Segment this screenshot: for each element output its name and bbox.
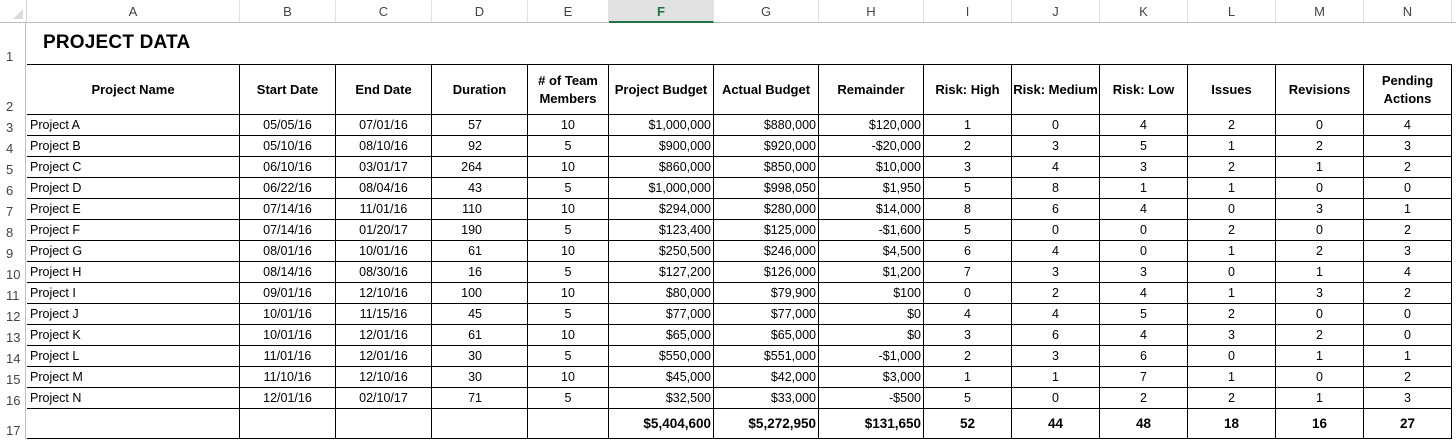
table-cell[interactable]: 3 — [1012, 346, 1100, 367]
table-cell[interactable]: 5 — [528, 220, 609, 241]
table-cell[interactable]: 12/01/16 — [336, 325, 432, 346]
table-cell[interactable]: 4 — [1012, 157, 1100, 178]
table-cell[interactable]: 5 — [528, 178, 609, 199]
column-header-j[interactable]: J — [1012, 0, 1100, 22]
table-cell[interactable]: $246,000 — [714, 241, 819, 262]
table-cell[interactable]: 264 — [432, 157, 528, 178]
row-number: 17 — [6, 423, 21, 438]
row-number: 6 — [6, 183, 14, 198]
header-cell-6[interactable]: Project Budget — [609, 65, 714, 115]
table-cell[interactable]: 0 — [1100, 241, 1188, 262]
table-cell[interactable]: 7 — [924, 262, 1012, 283]
table-cell[interactable]: 03/01/17 — [336, 157, 432, 178]
column-header-bar — [0, 0, 1456, 23]
column-header-a[interactable]: A — [27, 0, 240, 22]
table-cell[interactable]: 10 — [528, 115, 609, 136]
total-cell-7[interactable]: $5,272,950 — [714, 409, 819, 439]
column-header-c[interactable]: C — [336, 0, 432, 22]
total-cell-1[interactable] — [27, 409, 240, 439]
table-cell[interactable]: $77,000 — [609, 304, 714, 325]
table-cell[interactable]: 1 — [1364, 199, 1452, 220]
table-cell[interactable]: 2 — [1364, 283, 1452, 304]
table-cell[interactable]: 3 — [1100, 157, 1188, 178]
table-cell[interactable]: 0 — [1276, 367, 1364, 388]
row-number: 11 — [6, 288, 20, 303]
row-header-12[interactable] — [0, 304, 26, 325]
table-cell[interactable]: Project L — [27, 346, 240, 367]
table-cell[interactable]: $880,000 — [714, 115, 819, 136]
table-cell[interactable]: 12/01/16 — [336, 346, 432, 367]
table-cell[interactable]: 2 — [1188, 157, 1276, 178]
table-cell[interactable]: 10 — [528, 157, 609, 178]
row-header-16[interactable] — [0, 388, 26, 409]
header-cell-12[interactable]: Issues — [1188, 65, 1276, 115]
table-cell[interactable]: $14,000 — [819, 199, 924, 220]
table-cell[interactable]: 71 — [432, 388, 528, 409]
table-cell[interactable]: 0 — [1012, 115, 1100, 136]
table-cell[interactable]: 4 — [1364, 262, 1452, 283]
total-cell-4[interactable] — [432, 409, 528, 439]
table-cell[interactable]: Project I — [27, 283, 240, 304]
table-cell[interactable]: 3 — [1276, 199, 1364, 220]
header-cell-8[interactable]: Remainder — [819, 65, 924, 115]
header-cell-9[interactable]: Risk: High — [924, 65, 1012, 115]
table-cell[interactable]: 0 — [1276, 220, 1364, 241]
column-header-d[interactable]: D — [432, 0, 528, 22]
table-cell[interactable]: 100 — [432, 283, 528, 304]
row-header-2[interactable] — [0, 65, 26, 115]
table-cell[interactable]: 06/22/16 — [240, 178, 336, 199]
table-cell[interactable]: $1,950 — [819, 178, 924, 199]
table-cell[interactable]: $100 — [819, 283, 924, 304]
table-cell[interactable]: 10/01/16 — [336, 241, 432, 262]
table-cell[interactable]: 16 — [432, 262, 528, 283]
table-cell[interactable]: 6 — [1012, 199, 1100, 220]
table-cell[interactable]: -$20,000 — [819, 136, 924, 157]
table-cell[interactable]: $0 — [819, 325, 924, 346]
table-cell[interactable]: 4 — [1100, 199, 1188, 220]
table-cell[interactable]: 3 — [1364, 388, 1452, 409]
table-cell[interactable]: -$1,000 — [819, 346, 924, 367]
table-cell[interactable]: 30 — [432, 346, 528, 367]
table-cell[interactable]: 0 — [1188, 199, 1276, 220]
header-cell-1[interactable]: Project Name — [27, 65, 240, 115]
table-cell[interactable]: 11/01/16 — [336, 199, 432, 220]
row-number: 10 — [6, 267, 21, 282]
table-cell[interactable]: 1 — [1276, 262, 1364, 283]
table-cell[interactable]: $127,200 — [609, 262, 714, 283]
column-header-h[interactable]: H — [819, 0, 924, 22]
header-cell-13[interactable]: Revisions — [1276, 65, 1364, 115]
table-cell[interactable]: 4 — [1364, 115, 1452, 136]
table-cell[interactable]: 2 — [1012, 283, 1100, 304]
row-header-10[interactable] — [0, 262, 26, 283]
table-cell[interactable]: 01/20/17 — [336, 220, 432, 241]
table-cell[interactable]: $10,000 — [819, 157, 924, 178]
table-cell[interactable]: $33,000 — [714, 388, 819, 409]
row-number: 9 — [6, 246, 14, 261]
table-cell[interactable]: 8 — [924, 199, 1012, 220]
table-cell[interactable]: 0 — [1188, 262, 1276, 283]
row-number: 13 — [6, 330, 21, 345]
table-cell[interactable]: 4 — [1100, 283, 1188, 304]
table-cell[interactable]: 08/30/16 — [336, 262, 432, 283]
table-cell[interactable]: Project D — [27, 178, 240, 199]
table-cell[interactable]: $4,500 — [819, 241, 924, 262]
row-header-11[interactable] — [0, 283, 26, 304]
table-cell[interactable]: 2 — [1100, 388, 1188, 409]
table-cell[interactable]: 2 — [924, 346, 1012, 367]
table-cell[interactable]: $250,500 — [609, 241, 714, 262]
table-cell[interactable]: -$1,600 — [819, 220, 924, 241]
table-cell[interactable]: 1 — [1364, 346, 1452, 367]
row-number: 4 — [6, 141, 14, 156]
table-cell[interactable]: 07/14/16 — [240, 220, 336, 241]
table-cell[interactable]: 3 — [924, 157, 1012, 178]
table-cell[interactable]: 0 — [1012, 220, 1100, 241]
table-cell[interactable]: 1 — [1276, 346, 1364, 367]
table-cell[interactable]: Project A — [27, 115, 240, 136]
table-cell[interactable]: $551,000 — [714, 346, 819, 367]
table-cell[interactable]: 3 — [1012, 136, 1100, 157]
row-number: 12 — [6, 309, 21, 324]
row-number: 2 — [6, 99, 14, 114]
header-cell-3[interactable]: End Date — [336, 65, 432, 115]
table-cell[interactable]: 0 — [1100, 220, 1188, 241]
row-header-15[interactable] — [0, 367, 26, 388]
table-cell[interactable]: 0 — [1276, 115, 1364, 136]
total-cell-14[interactable]: 27 — [1364, 409, 1452, 439]
row-header-5[interactable] — [0, 157, 26, 178]
column-header-k[interactable]: K — [1100, 0, 1188, 22]
table-cell[interactable]: $294,000 — [609, 199, 714, 220]
header-cell-5[interactable]: # of Team Members — [528, 65, 609, 115]
table-cell[interactable]: 11/10/16 — [240, 367, 336, 388]
table-cell[interactable]: 92 — [432, 136, 528, 157]
table-cell[interactable]: 30 — [432, 367, 528, 388]
table-cell[interactable]: 09/01/16 — [240, 283, 336, 304]
row-header-4[interactable] — [0, 136, 26, 157]
table-cell[interactable]: 5 — [924, 220, 1012, 241]
table-cell[interactable]: $120,000 — [819, 115, 924, 136]
row-header-7[interactable] — [0, 199, 26, 220]
header-cell-2[interactable]: Start Date — [240, 65, 336, 115]
table-cell[interactable]: 02/10/17 — [336, 388, 432, 409]
table-cell[interactable]: 0 — [1276, 178, 1364, 199]
table-cell[interactable]: 10 — [528, 367, 609, 388]
table-cell[interactable]: 10 — [528, 283, 609, 304]
table-cell[interactable]: 10 — [528, 241, 609, 262]
table-cell[interactable]: 1 — [924, 367, 1012, 388]
table-cell[interactable]: $280,000 — [714, 199, 819, 220]
table-cell[interactable]: 0 — [1276, 304, 1364, 325]
header-cell-10[interactable]: Risk: Medium — [1012, 65, 1100, 115]
table-cell[interactable]: $850,000 — [714, 157, 819, 178]
total-cell-10[interactable]: 44 — [1012, 409, 1100, 439]
table-cell[interactable]: $45,000 — [609, 367, 714, 388]
table-cell[interactable]: $3,000 — [819, 367, 924, 388]
table-cell[interactable]: 110 — [432, 199, 528, 220]
table-cell[interactable]: $920,000 — [714, 136, 819, 157]
header-cell-7[interactable]: Actual Budget — [714, 65, 819, 115]
table-cell[interactable]: 10 — [528, 325, 609, 346]
table-cell[interactable]: 0 — [1188, 346, 1276, 367]
table-cell[interactable]: $0 — [819, 304, 924, 325]
table-cell[interactable]: $65,000 — [714, 325, 819, 346]
table-cell[interactable]: 190 — [432, 220, 528, 241]
table-cell[interactable]: Project K — [27, 325, 240, 346]
table-cell[interactable]: Project N — [27, 388, 240, 409]
table-cell[interactable]: 2 — [1188, 220, 1276, 241]
table-cell[interactable]: 6 — [924, 241, 1012, 262]
table-cell[interactable]: 1 — [1188, 241, 1276, 262]
table-cell[interactable]: $123,400 — [609, 220, 714, 241]
select-all-button[interactable] — [0, 0, 27, 22]
table-cell[interactable]: 3 — [924, 325, 1012, 346]
table-cell[interactable]: Project H — [27, 262, 240, 283]
table-cell[interactable]: 08/04/16 — [336, 178, 432, 199]
column-header-m[interactable]: M — [1276, 0, 1364, 22]
table-cell[interactable]: 2 — [1188, 115, 1276, 136]
table-cell[interactable]: 11/15/16 — [336, 304, 432, 325]
table-cell[interactable]: 4 — [1100, 115, 1188, 136]
row-number: 16 — [6, 393, 21, 408]
table-cell[interactable]: 61 — [432, 241, 528, 262]
table-cell[interactable]: 10 — [528, 199, 609, 220]
total-cell-12[interactable]: 18 — [1188, 409, 1276, 439]
row-header-14[interactable] — [0, 346, 26, 367]
table-cell[interactable]: 0 — [1364, 325, 1452, 346]
table-cell[interactable]: Project E — [27, 199, 240, 220]
table-cell[interactable]: 07/01/16 — [336, 115, 432, 136]
row-header-3[interactable] — [0, 115, 26, 136]
table-cell[interactable]: 2 — [1276, 325, 1364, 346]
table-cell[interactable]: 2 — [1364, 220, 1452, 241]
table-cell[interactable]: 3 — [1276, 283, 1364, 304]
table-cell[interactable]: 3 — [1012, 262, 1100, 283]
table-cell[interactable]: 1 — [1276, 388, 1364, 409]
table-cell[interactable]: 1 — [1012, 367, 1100, 388]
table-cell[interactable]: 2 — [1276, 136, 1364, 157]
table-cell[interactable]: 0 — [1364, 304, 1452, 325]
table-cell[interactable]: 4 — [1012, 304, 1100, 325]
table-cell[interactable]: $126,000 — [714, 262, 819, 283]
total-cell-3[interactable] — [336, 409, 432, 439]
table-cell[interactable]: 11/01/16 — [240, 346, 336, 367]
column-header-f[interactable]: F — [609, 0, 714, 23]
total-cell-8[interactable]: $131,650 — [819, 409, 924, 439]
table-cell[interactable]: $860,000 — [609, 157, 714, 178]
table-cell[interactable]: $998,050 — [714, 178, 819, 199]
header-cell-14[interactable]: Pending Actions — [1364, 65, 1452, 115]
total-cell-6[interactable]: $5,404,600 — [609, 409, 714, 439]
table-cell[interactable]: 08/01/16 — [240, 241, 336, 262]
table-cell[interactable]: $125,000 — [714, 220, 819, 241]
row-header-6[interactable] — [0, 178, 26, 199]
table-cell[interactable]: 10/01/16 — [240, 325, 336, 346]
table-cell[interactable]: 5 — [1100, 136, 1188, 157]
table-cell[interactable]: 5 — [528, 262, 609, 283]
sheet-title[interactable]: PROJECT DATA — [43, 32, 191, 53]
table-cell[interactable]: 08/14/16 — [240, 262, 336, 283]
table-cell[interactable]: 2 — [924, 136, 1012, 157]
table-cell[interactable]: Project C — [27, 157, 240, 178]
row-number: 7 — [6, 204, 14, 219]
table-cell[interactable]: 1 — [1188, 367, 1276, 388]
table-cell[interactable]: $77,000 — [714, 304, 819, 325]
table-cell[interactable]: $42,000 — [714, 367, 819, 388]
table-cell[interactable]: 0 — [1364, 178, 1452, 199]
row-header-1[interactable] — [0, 22, 26, 65]
table-cell[interactable]: Project G — [27, 241, 240, 262]
table-cell[interactable]: 10/01/16 — [240, 304, 336, 325]
table-cell[interactable]: $80,000 — [609, 283, 714, 304]
column-header-l[interactable]: L — [1188, 0, 1276, 22]
table-cell[interactable]: 5 — [528, 346, 609, 367]
table-cell[interactable]: 3 — [1188, 325, 1276, 346]
table-cell[interactable]: 6 — [1012, 325, 1100, 346]
table-cell[interactable]: Project M — [27, 367, 240, 388]
table-cell[interactable]: Project B — [27, 136, 240, 157]
table-cell[interactable]: 5 — [528, 304, 609, 325]
column-header-g[interactable]: G — [714, 0, 819, 22]
select-all-triangle-icon — [13, 9, 23, 19]
table-cell[interactable]: 4 — [1100, 325, 1188, 346]
header-cell-11[interactable]: Risk: Low — [1100, 65, 1188, 115]
table-cell[interactable]: 5 — [528, 388, 609, 409]
table-cell[interactable]: $900,000 — [609, 136, 714, 157]
table-cell[interactable]: 07/14/16 — [240, 199, 336, 220]
total-cell-11[interactable]: 48 — [1100, 409, 1188, 439]
table-cell[interactable]: Project F — [27, 220, 240, 241]
table-cell[interactable]: 12/01/16 — [240, 388, 336, 409]
table-cell[interactable]: $32,500 — [609, 388, 714, 409]
row-number: 8 — [6, 225, 14, 240]
table-cell[interactable]: 45 — [432, 304, 528, 325]
table-cell[interactable]: 43 — [432, 178, 528, 199]
table-cell[interactable]: $1,200 — [819, 262, 924, 283]
table-cell[interactable]: 61 — [432, 325, 528, 346]
table-cell[interactable]: 1 — [924, 115, 1012, 136]
table-cell[interactable]: 1 — [1100, 178, 1188, 199]
total-cell-5[interactable] — [528, 409, 609, 439]
table-cell[interactable]: $79,900 — [714, 283, 819, 304]
column-header-i[interactable]: I — [924, 0, 1012, 22]
table-cell[interactable]: 2 — [1188, 388, 1276, 409]
row-number: 14 — [6, 351, 21, 366]
table-cell[interactable]: 5 — [924, 388, 1012, 409]
table-cell[interactable]: 5 — [528, 136, 609, 157]
table-cell[interactable]: 4 — [924, 304, 1012, 325]
table-cell[interactable]: 3 — [1100, 262, 1188, 283]
table-cell[interactable]: Project J — [27, 304, 240, 325]
row-header-13[interactable] — [0, 325, 26, 346]
header-cell-4[interactable]: Duration — [432, 65, 528, 115]
row-number: 3 — [6, 120, 14, 135]
table-cell[interactable]: 8 — [1012, 178, 1100, 199]
table-cell[interactable]: 57 — [432, 115, 528, 136]
table-cell[interactable]: 12/10/16 — [336, 367, 432, 388]
table-cell[interactable]: 0 — [1012, 388, 1100, 409]
table-cell[interactable]: 1 — [1188, 283, 1276, 304]
total-cell-9[interactable]: 52 — [924, 409, 1012, 439]
table-cell[interactable]: 05/10/16 — [240, 136, 336, 157]
table-cell[interactable]: 6 — [1100, 346, 1188, 367]
table-cell[interactable]: $550,000 — [609, 346, 714, 367]
column-header-b[interactable]: B — [240, 0, 336, 22]
table-cell[interactable]: 1 — [1188, 136, 1276, 157]
table-cell[interactable]: 1 — [1276, 157, 1364, 178]
table-cell[interactable]: 5 — [1100, 304, 1188, 325]
column-header-n[interactable]: N — [1364, 0, 1452, 22]
table-cell[interactable]: 3 — [1364, 241, 1452, 262]
column-header-e[interactable]: E — [528, 0, 609, 22]
table-cell[interactable]: -$500 — [819, 388, 924, 409]
total-cell-13[interactable]: 16 — [1276, 409, 1364, 439]
table-cell[interactable]: 7 — [1100, 367, 1188, 388]
table-cell[interactable]: 1 — [1188, 178, 1276, 199]
table-cell[interactable]: 3 — [1364, 136, 1452, 157]
table-cell[interactable]: 12/10/16 — [336, 283, 432, 304]
table-cell[interactable]: 06/10/16 — [240, 157, 336, 178]
table-cell[interactable]: 2 — [1364, 367, 1452, 388]
row-header-17[interactable] — [0, 409, 26, 439]
table-cell[interactable]: 4 — [1012, 241, 1100, 262]
table-cell[interactable]: $1,000,000 — [609, 178, 714, 199]
table-cell[interactable]: $1,000,000 — [609, 115, 714, 136]
table-cell[interactable]: 2 — [1188, 304, 1276, 325]
table-cell[interactable]: $65,000 — [609, 325, 714, 346]
table-cell[interactable]: 05/05/16 — [240, 115, 336, 136]
table-cell[interactable]: 08/10/16 — [336, 136, 432, 157]
table-cell[interactable]: 5 — [924, 178, 1012, 199]
row-number: 15 — [6, 372, 21, 387]
row-header-9[interactable] — [0, 241, 26, 262]
row-number: 1 — [6, 49, 14, 64]
row-header-8[interactable] — [0, 220, 26, 241]
table-cell[interactable]: 2 — [1276, 241, 1364, 262]
table-cell[interactable]: 2 — [1364, 157, 1452, 178]
total-cell-2[interactable] — [240, 409, 336, 439]
table-cell[interactable]: 0 — [924, 283, 1012, 304]
row-number: 5 — [6, 162, 14, 177]
